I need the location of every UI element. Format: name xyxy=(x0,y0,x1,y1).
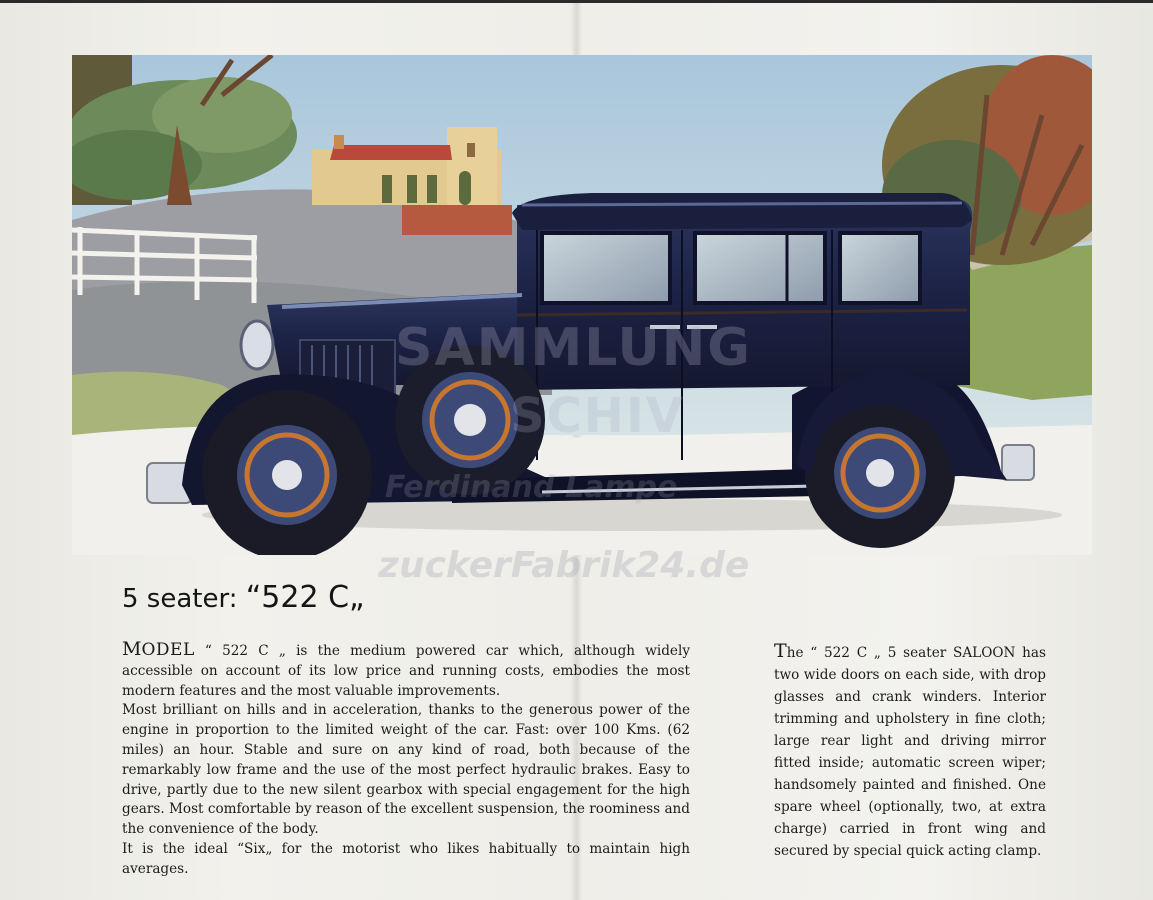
left-text-column xyxy=(122,640,690,880)
paragraph-performance: Most brilliant on hills and in acceleration, thanks to the generous power of the engine in proportion to the limited weight of the car. Fast: over 100 Kms. (62 miles) an hour. Stable and sure on any kind of road, both because of the remarkably low frame and the use of the most perfect hydraulic brakes. Easy to drive, partly due to the new silent gearbox with special engagement for the high gears. Most comfortable by reason of the excellent suspension, the roominess and the convenience of the body. xyxy=(122,702,691,838)
watermark-schiv: SCHIV xyxy=(510,388,685,444)
paragraph-model-intro: MODEL “ 522 C „ is the medium powered car which, although widely accessible on account of its low price and running costs, embodies the most modern features and the most valuable improvements. xyxy=(122,638,690,699)
front-wheel xyxy=(202,390,372,555)
title-prefix: 5 seater xyxy=(122,584,229,614)
headlamp xyxy=(241,321,273,369)
watermark-site: zuckerFabrik24.de xyxy=(378,545,750,586)
middle-window xyxy=(695,233,825,303)
front-window xyxy=(542,233,670,303)
car-illustration xyxy=(72,55,1092,555)
title-model: “522 C„ xyxy=(245,580,365,615)
spare-wheel xyxy=(395,345,545,495)
rear-window xyxy=(840,233,920,303)
watermark-name: Ferdinand Lampe xyxy=(385,470,678,505)
watermark-sammlung: SAMMLUNG xyxy=(395,318,752,378)
paragraph-saloon-features: The “ 522 C „ 5 seater SALOON has two wide doors on each side, with drop glasses and crank winders. Interior trimming and upholstery in fine cloth; large rear light and driving mirror fitted inside; automatic screen wiper; handsomely painted and finished. One spare wheel (optionally, two, at extra charge) carried in front wing and secured by special quick acting clamp. xyxy=(774,640,1046,859)
right-text-column xyxy=(774,640,1046,862)
page-title: 5 seater: “522 C„ xyxy=(122,580,365,615)
paragraph-ideal-six: It is the ideal “Six„ for the motorist who likes habitually to maintain high averages. xyxy=(122,840,690,877)
rear-bumper xyxy=(1002,445,1034,480)
top-edge-rule xyxy=(0,0,1153,3)
